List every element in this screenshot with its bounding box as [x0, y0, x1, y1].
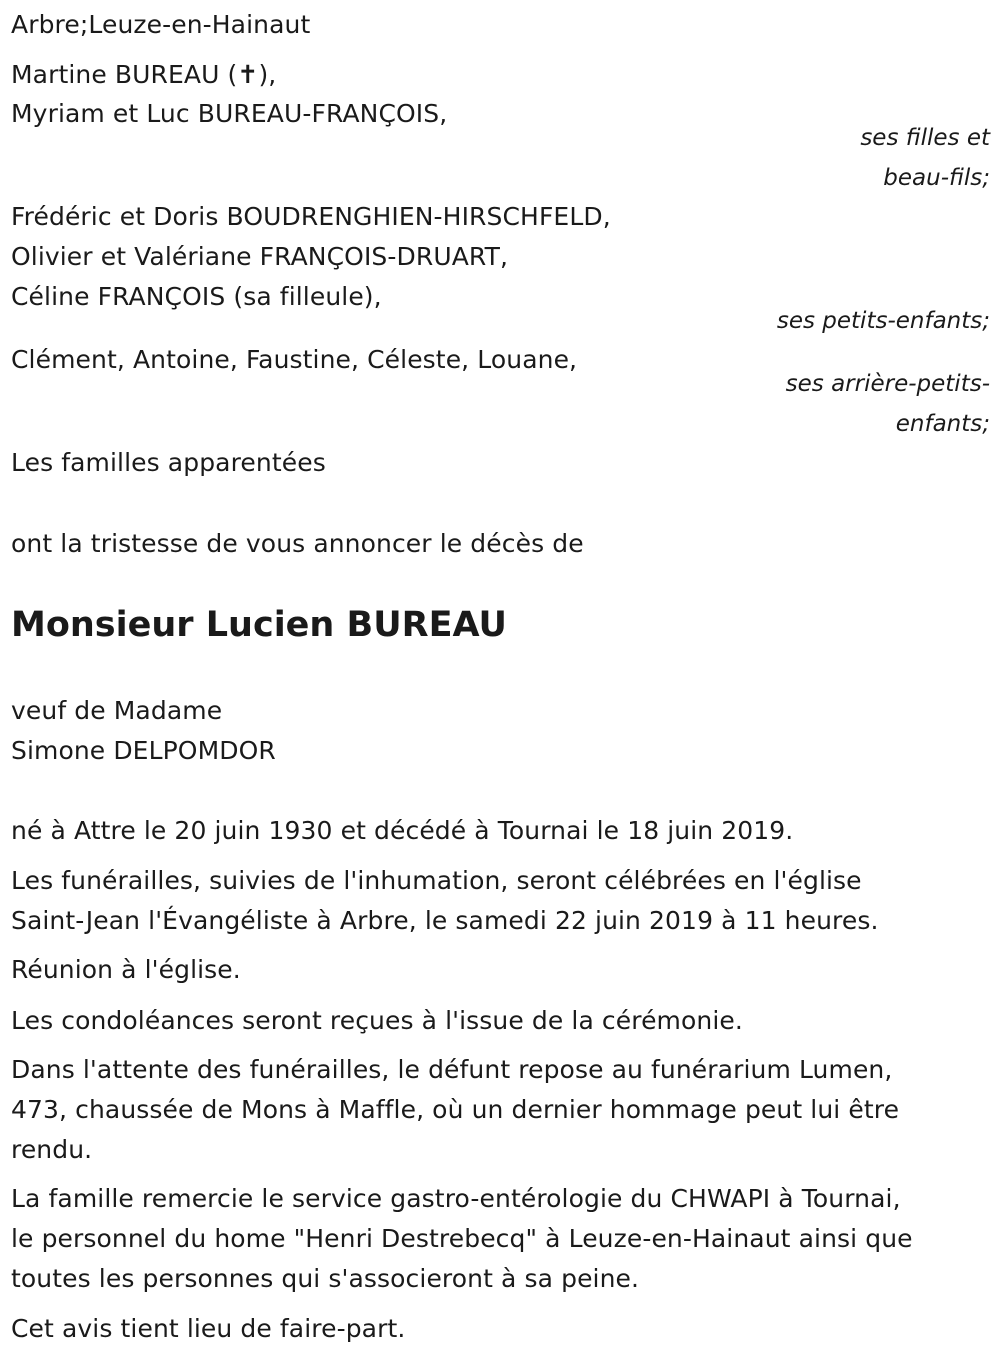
meeting-line: Réunion à l'église.: [11, 955, 241, 984]
spouse-line-1: veuf de Madame: [11, 696, 223, 725]
spouse-line-2: Simone DELPOMDOR: [11, 736, 276, 765]
grandchildren-role: ses petits-enfants;: [776, 308, 990, 334]
thanks-line-2: le personnel du home "Henri Destrebecq" à Leuze-en-Hainaut ainsi que: [11, 1224, 913, 1253]
condolences-line: Les condoléances seront reçues à l'issue de la cérémonie.: [11, 1006, 743, 1035]
great-grandchildren-role-line-1: ses arrière-petits-: [785, 371, 990, 397]
rest-line-2: 473, chaussée de Mons à Maffle, où un dernier hommage peut lui être: [11, 1095, 900, 1124]
relatives-line: Les familles apparentées: [11, 448, 326, 477]
funeral-line-1: Les funérailles, suivies de l'inhumation, seront célébrées en l'église: [11, 866, 862, 895]
daughters-role-line-1: ses filles et: [860, 125, 990, 151]
daughters-role-line-2: beau-fils;: [883, 165, 990, 191]
thanks-line-1: La famille remercie le service gastro-entérologie du CHWAPI à Tournai,: [11, 1184, 901, 1213]
daughter-line-2: Myriam et Luc BUREAU-FRANÇOIS,: [11, 99, 448, 128]
intro-line: ont la tristesse de vous annoncer le décès de: [11, 529, 584, 558]
rest-line-3: rendu.: [11, 1135, 93, 1164]
closing-line: Cet avis tient lieu de faire-part.: [11, 1314, 406, 1343]
grandchild-line-2: Olivier et Valériane FRANÇOIS-DRUART,: [11, 242, 508, 271]
funeral-line-2: Saint-Jean l'Évangéliste à Arbre, le samedi 22 juin 2019 à 11 heures.: [11, 906, 879, 935]
birth-death-line: né à Attre le 20 juin 1930 et décédé à Tournai le 18 juin 2019.: [11, 816, 794, 845]
daughter-line-1: Martine BUREAU (✝),: [11, 60, 277, 89]
grandchild-line-3: Céline FRANÇOIS (sa filleule),: [11, 282, 382, 311]
great-grandchildren-line: Clément, Antoine, Faustine, Céleste, Louane,: [11, 345, 578, 374]
grandchild-line-1: Frédéric et Doris BOUDRENGHIEN-HIRSCHFELD,: [11, 202, 611, 231]
rest-line-1: Dans l'attente des funérailles, le défunt repose au funérarium Lumen,: [11, 1055, 893, 1084]
location-header: Arbre;Leuze-en-Hainaut: [11, 10, 311, 39]
deceased-name: Monsieur Lucien BUREAU: [11, 605, 507, 645]
thanks-line-3: toutes les personnes qui s'associeront à sa peine.: [11, 1264, 640, 1293]
great-grandchildren-role-line-2: enfants;: [895, 411, 990, 437]
